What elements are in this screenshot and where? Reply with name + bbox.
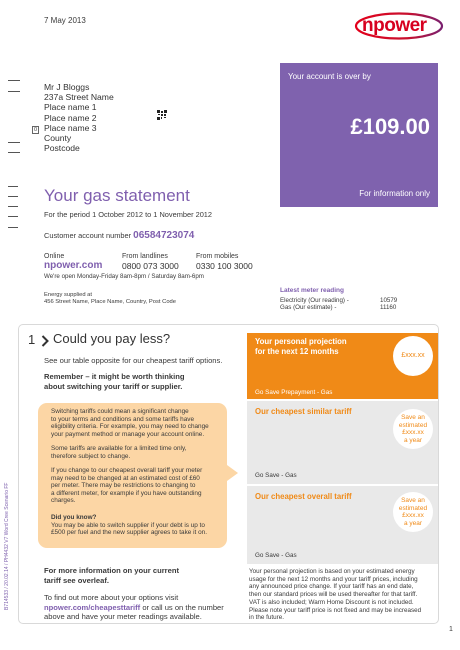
section-intro: See our table opposite for our cheapest tariff options. xyxy=(44,356,223,365)
saving-badge xyxy=(393,409,433,449)
tariff-callout xyxy=(38,403,227,548)
contact-mobile-number: 0330 100 3000 xyxy=(196,261,253,271)
find-out-line: above and have your meter readings available. xyxy=(44,612,202,621)
address-line: County xyxy=(44,133,72,144)
more-info-line: For more information on your current xyxy=(44,566,180,575)
callout-line: £500 per fuel and the new supplier agrees to take it on. xyxy=(51,529,207,536)
callout-line: may need to be changed at an estimated cost of £60 xyxy=(51,474,200,482)
note-line: Your personal projection is based on your estimated energy xyxy=(249,568,415,575)
more-info xyxy=(44,566,179,585)
address-line: Place name 1 xyxy=(44,102,97,113)
note-line: Please note your tariff price is not fixed and may be increased xyxy=(249,606,422,614)
callout-tail xyxy=(227,465,239,481)
cheapest-similar-option xyxy=(247,401,438,484)
callout-line: therefore subject to change. xyxy=(51,452,131,460)
find-out-text: or call us on the number xyxy=(140,602,224,612)
option-tariff-name: Go Save - Gas xyxy=(255,552,297,559)
address-line: Place name 3 xyxy=(44,122,97,133)
fold-mark xyxy=(8,142,20,143)
callout-line: Some tariffs are available for a limited time only, xyxy=(51,445,187,452)
option-tariff-name: Go Save Prepayment - Gas xyxy=(255,389,333,396)
callout-line: Switching tariffs could mean a significant change xyxy=(51,408,189,415)
page-title: Your gas statement xyxy=(44,186,190,205)
meter-row-value: 10579 xyxy=(380,297,398,304)
saving-line: estimated xyxy=(398,421,428,429)
more-info-line: tariff see overleaf. xyxy=(44,575,109,585)
note-line: in the future. xyxy=(249,614,285,622)
callout-line: If you change to our cheapest overall tariff your meter xyxy=(51,467,203,474)
callout-paragraph xyxy=(51,408,209,438)
saving-badge xyxy=(393,492,433,532)
callout-line: to your terms and conditions and some tariffs have xyxy=(51,415,195,423)
address-box-mark: 0 xyxy=(33,127,38,133)
barcode-icon xyxy=(157,107,167,117)
supply-label: Energy supplied at xyxy=(44,292,93,298)
contact-hours: We're open Monday-Friday 8am-8pm / Saturday 8am-6pm xyxy=(44,273,204,280)
saving-line: Save an xyxy=(401,497,425,504)
callout-line: charges. xyxy=(51,497,76,504)
account-number-label: Customer account number xyxy=(44,231,132,240)
page-number: 1 xyxy=(449,626,453,633)
npower-logo xyxy=(354,12,444,40)
contact-landline-label: From landlines xyxy=(122,253,168,260)
fold-mark xyxy=(8,196,18,197)
logo-text: npower xyxy=(362,15,427,36)
projection-option xyxy=(247,333,438,399)
option-tariff-name: Go Save - Gas xyxy=(255,472,297,479)
saving-line: a year xyxy=(403,436,423,444)
contact-online-link[interactable]: npower.com xyxy=(44,260,103,271)
section-reminder xyxy=(44,372,185,391)
account-number: 06584723074 xyxy=(133,230,195,241)
letter-date: 7 May 2013 xyxy=(44,16,86,25)
option-title xyxy=(255,337,347,356)
note-line: any announced price change. If your tariff has an end date, xyxy=(249,583,414,591)
find-out-line: To find out more about your options visit xyxy=(44,593,179,602)
meter-heading: Latest meter reading xyxy=(280,287,344,294)
cheapest-overall-option xyxy=(247,486,438,564)
saving-line: a year xyxy=(403,519,423,527)
document-code: B714533 / 20.02.14 / PH4432 V7 Word Cree Scenario FF xyxy=(4,482,10,610)
callout-paragraph xyxy=(51,445,186,460)
fold-mark xyxy=(8,152,20,153)
fold-mark xyxy=(8,206,18,207)
fold-mark xyxy=(8,186,18,187)
callout-line: eligibility criteria. For example, you may need to change xyxy=(51,423,209,430)
account-number-row xyxy=(44,230,194,241)
callout-paragraph xyxy=(51,514,207,537)
callout-line: your payment method or manage your account online. xyxy=(51,430,205,438)
section-number: 1 xyxy=(28,332,36,347)
chevron-right-icon xyxy=(41,334,49,346)
projection-note xyxy=(249,568,439,622)
reminder-line: about switching your tariff or supplier. xyxy=(44,381,183,391)
saving-line: estimated xyxy=(398,504,428,512)
account-balance-amount: £109.00 xyxy=(350,114,430,139)
option-title: Our cheapest overall tariff xyxy=(255,492,352,501)
option-title-line: for the next 12 months xyxy=(255,346,339,356)
address-line: Place name 2 xyxy=(44,112,97,123)
account-box-note: For information only xyxy=(359,189,430,198)
note-line: VAT is also included; Warm Home Discount is not included. xyxy=(249,598,414,606)
fold-mark xyxy=(8,216,18,217)
saving-line: £xxx.xx xyxy=(402,429,424,436)
callout-paragraph xyxy=(51,467,202,505)
section-heading: Could you pay less? xyxy=(53,331,171,346)
note-line: usage for the next 12 months and your tariff prices, including xyxy=(249,575,418,583)
reminder-line: Remember – it might be worth thinking xyxy=(44,372,185,381)
account-box-label: Your account is over by xyxy=(288,72,371,81)
fold-mark xyxy=(8,91,20,92)
callout-title: Did you know? xyxy=(51,514,97,521)
fold-mark xyxy=(8,80,20,81)
saving-line: £xxx.xx xyxy=(402,512,424,519)
contact-mobile-label: From mobiles xyxy=(196,253,239,260)
account-balance-box xyxy=(280,63,438,207)
cheapest-tariff-link[interactable]: npower.com/cheapesttariff xyxy=(44,602,141,612)
supply-address: 456 Street Name, Place Name, Country, Post Code xyxy=(44,299,176,305)
find-out-line xyxy=(44,603,244,613)
contact-landline-number: 0800 073 3000 xyxy=(122,261,179,271)
address-line: Mr J Bloggs xyxy=(44,82,90,92)
callout-line: You may be able to switch supplier if your debt is up to xyxy=(51,521,205,529)
callout-line: per meter. There may be restrictions to changing to xyxy=(51,482,196,489)
meter-row-label: Gas (Our estimate) - xyxy=(280,304,337,311)
projection-amount-badge: £xxx.xx xyxy=(393,336,433,376)
saving-line: Save an xyxy=(401,414,425,421)
note-line: then our standard prices will be used thereafter for that tariff. xyxy=(249,591,418,599)
meter-row-label: Electricity (Our reading) - xyxy=(280,297,349,304)
address-block xyxy=(44,82,114,153)
find-out-more xyxy=(44,593,244,622)
meter-row-value: 11160 xyxy=(380,304,397,311)
address-line: 237a Street Name xyxy=(44,92,114,103)
option-title-line: Your personal projection xyxy=(255,337,347,346)
statement-period: For the period 1 October 2012 to 1 November 2012 xyxy=(44,210,213,219)
contact-online-label: Online xyxy=(44,253,65,260)
fold-mark xyxy=(8,227,18,228)
address-line: Postcode xyxy=(44,143,80,154)
option-title: Our cheapest similar tariff xyxy=(255,407,352,416)
callout-line: a different meter, for example if you have outstanding xyxy=(51,489,202,497)
